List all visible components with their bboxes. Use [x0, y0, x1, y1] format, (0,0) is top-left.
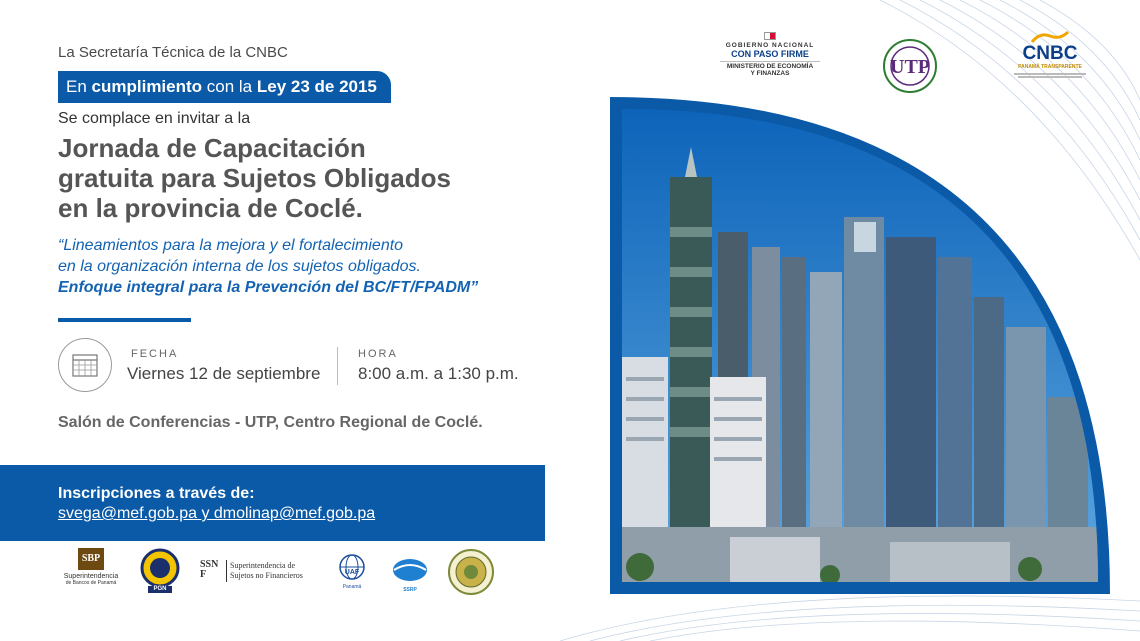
registration-title: Inscripciones a través de:: [58, 485, 255, 502]
seal-logo: [447, 548, 495, 596]
divider: [58, 318, 191, 322]
date-label: FECHA: [131, 348, 179, 360]
cnbc-logo: CNBC PANAMÁ TRANSPARENTE: [1008, 30, 1092, 79]
utp-logo: UTP: [882, 38, 938, 94]
intro-text: La Secretaría Técnica de la CNBC: [58, 44, 288, 61]
venue-text: Salón de Conferencias - UTP, Centro Regional de Coclé.: [58, 414, 483, 431]
city-skyline-photo: [610, 97, 1110, 594]
time-value: 8:00 a.m. a 1:30 p.m.: [358, 364, 519, 383]
event-quote: “Lineamientos para la mejora y el fortalecimiento en la organización interna de los sujetos obligados. Enfoque integral para la Prevención del BC/FT/FPADM”: [58, 237, 479, 296]
calendar-icon: [58, 338, 112, 392]
ssnf-logo: SSNF Superintendencia de Sujetos no Financieros: [200, 559, 303, 580]
date-value: Viernes 12 de septiembre: [127, 364, 321, 383]
event-title: Jornada de Capacitación gratuita para Sujetos Obligados en la provincia de Coclé.: [58, 133, 451, 223]
time-label: HORA: [358, 348, 398, 360]
pgn-logo: PGN: [138, 548, 182, 594]
registration-band: [0, 465, 545, 541]
gobierno-logo: GOBIERNO NACIONAL CON PASO FIRME MINISTERIO DE ECONOMÍA Y FINANZAS: [714, 32, 826, 77]
schedule-separator: [337, 347, 338, 385]
ssrp-logo: SSRP: [390, 558, 430, 592]
law-banner: En cumplimiento con la Ley 23 de 2015: [58, 71, 391, 103]
panama-flag-icon: [764, 32, 776, 40]
registration-emails-link[interactable]: svega@mef.gob.pa y dmolinap@mef.gob.pa: [58, 505, 376, 522]
partner-logos: [58, 548, 498, 598]
invite-text: Se complace en invitar a la: [58, 110, 251, 127]
uaf-logo: UAF Panamá: [334, 554, 370, 594]
sbp-logo: SBP Superintendencia de Bancos de Panamá: [58, 548, 124, 596]
